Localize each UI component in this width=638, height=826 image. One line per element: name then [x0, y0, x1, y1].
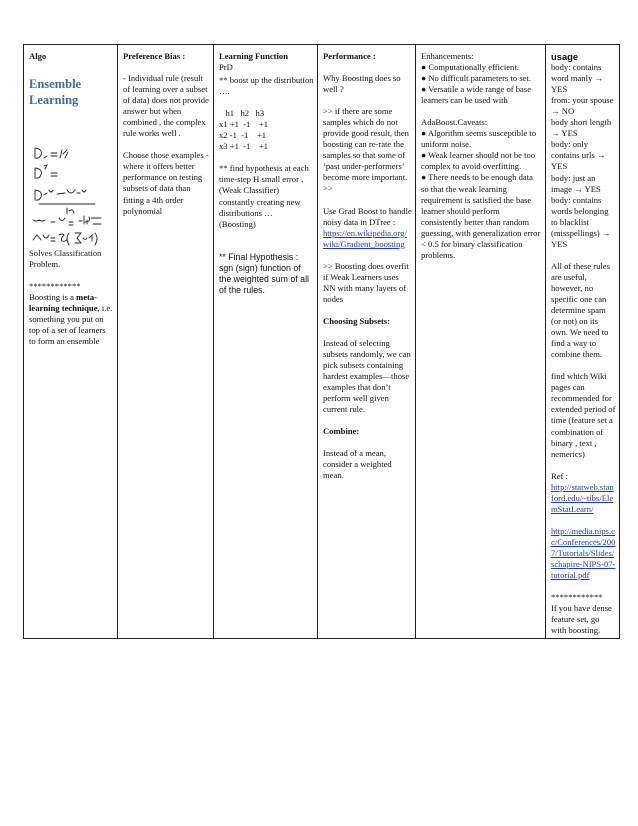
learning-function-header: Learning Function	[219, 51, 288, 61]
boosting-formula-image	[29, 138, 115, 248]
usage-para-2: All of these rules are useful, however, no specific one can determine spam (or not) on its own. We need to find a way to combine them.	[551, 260, 610, 360]
algo-stars: ************	[29, 281, 81, 292]
preference-para-1: - Individual rule (result of learning over a subset of data) does not provide answer but when combined , the complex rule works well .	[123, 73, 209, 139]
preference-bias-header: Preference Bias :	[123, 51, 186, 61]
matrix-row-2: x2 -1 -1 +1	[219, 130, 267, 141]
enh-bullet-5: ● Weak learner should not be too complex to avoid overfitting.	[421, 150, 536, 172]
performance-para-1: Why Boosting does so well ?	[323, 73, 401, 95]
usage-para-3: find which Wiki pages can recommended for extended period of time (feature set a combination of binary , text , nemerics)	[551, 371, 616, 459]
performance-para-2: >> if there are some samples which do not provide good result, then boosting can re-rate the samples so that some of ‘past under-performers’ become more important. >>	[323, 106, 409, 194]
notes-table	[23, 44, 620, 639]
learning-para-2: ** find hypothesis at each time-step H small error , (Weak Classifier) constantly creating new distributions … (Boosting)	[219, 163, 309, 229]
preference-bias-cell	[118, 45, 214, 639]
performance-para-6: Instead of a mean, consider a weighted mean.	[323, 448, 392, 481]
matrix-header: h1 h2 h3	[219, 108, 265, 119]
enh-bullet-2: ● No difficult parameters to set.	[421, 73, 532, 84]
algo-header: Algo	[29, 51, 47, 61]
preference-para-2: Choose those examples - where it offers better performance on testing subsets of data than fitting a 4th order polynomial	[123, 150, 209, 216]
boosting-bold: meta-learning technique	[29, 292, 98, 314]
enh-bullet-6: ● There needs to be enough data so that the weak learning requirement is satisfied the base learner should perform consistently better than random guessing, with generalization error < 0.5 for binary classification problems.	[421, 172, 541, 260]
learning-para-3: ** Final Hypothesis : sgn (sign) function of the weighted sum of all of the rules.	[219, 251, 309, 296]
learning-subheader: PrD	[219, 62, 233, 73]
algo-description: Solves Classification Problem.	[29, 248, 102, 270]
boosting-prefix: Boosting is a	[29, 292, 77, 303]
matrix-row-3: x3 +1 -1 +1	[219, 141, 269, 152]
combine-header: Combine:	[323, 426, 360, 437]
enhancements-header: Enhancements:	[421, 51, 474, 61]
usage-para-1: body: contains word manly → YES from: your spouse → NO body short length → YES body: only contains urls → YES body: just an image → YES body: contains words belonging to blacklist (misspellings) → YES	[551, 62, 614, 249]
ensemble-learning-title: Ensemble Learning	[29, 77, 82, 108]
nips-tutorial-link[interactable]: http://media.nips.cc/Conferences/2007/Tutorials/Slides/schapire-NIPS-07-tutorial.pdf	[551, 525, 616, 581]
usage-header: usage	[551, 51, 579, 62]
performance-para-5: Instead of selecting subsets randomly, we can pick subsets containing hardest examples—those examples that don’t perform well given current rule.	[323, 337, 411, 415]
ref-label	[551, 471, 616, 515]
usage-cell	[546, 45, 620, 639]
learning-para-1: ** boost up the distribution ….	[219, 75, 314, 97]
learning-function-cell	[214, 45, 318, 639]
boosting-suffix: , i.e. something you put on top of a set of learners to form an ensemble	[29, 303, 113, 347]
caveats-header: AdaBoost.Caveats:	[421, 117, 488, 128]
gradient-boosting-link[interactable]: https://en.wikipedia.org/wiki/Gradient_boosting	[323, 227, 407, 249]
enh-bullet-1: ● Computationally efficient.	[421, 62, 519, 73]
performance-para-4: >> Boosting does overfit if Weak Learners uses NN with many layers of nodes	[323, 260, 409, 304]
algo-cell	[24, 45, 118, 639]
usage-stars: ************	[551, 592, 603, 603]
performance-cell	[318, 45, 416, 639]
usage-para-4: If you have dense feature set, go with boosting.	[551, 603, 612, 636]
spacer	[551, 515, 616, 526]
performance-para-3: Use Grad Boost to handle noisy data in DTree :	[323, 205, 412, 227]
elemstatlearn-link[interactable]: http://statweb.stanford.edu/~tibs/ElemStatLearn/	[551, 481, 614, 514]
enhancements-cell	[416, 45, 546, 639]
matrix-row-1: x1 +1 -1 +1	[219, 119, 269, 130]
algo-boosting-text	[29, 292, 114, 347]
ref-label-text: Ref :	[551, 470, 568, 481]
enh-bullet-3: ● Versatile a wide range of base learners can be used with	[421, 84, 532, 106]
choosing-subsets-header: Choosing Subsets:	[323, 315, 391, 326]
performance-header: Performance :	[323, 51, 376, 61]
enh-bullet-4: ● Algorithm seems susceptible to uniform noise.	[421, 128, 536, 150]
table-row	[24, 45, 620, 639]
